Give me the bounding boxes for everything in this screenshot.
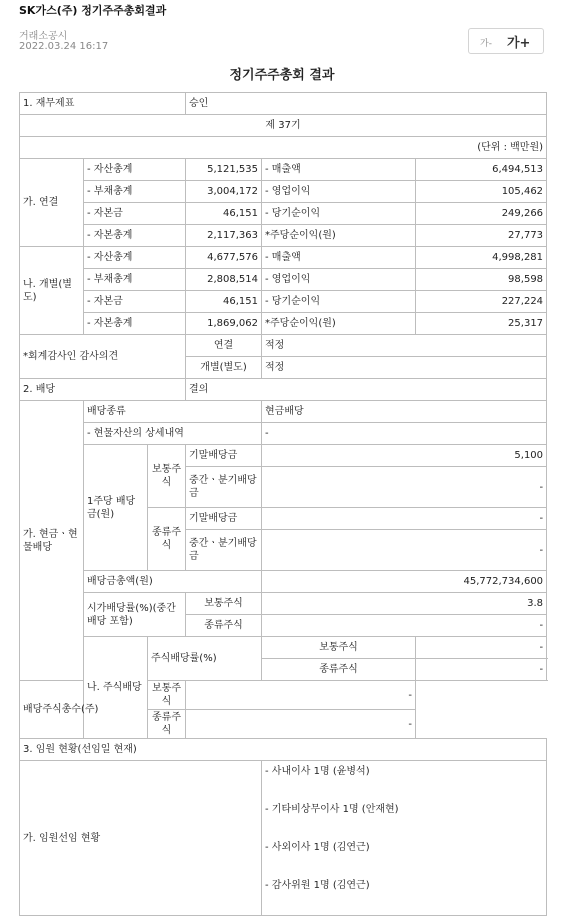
report-title: SK가스(주) 정기주주총회결과 bbox=[19, 4, 167, 17]
cell-label: 주식배당률(%) bbox=[148, 637, 262, 681]
table-row bbox=[20, 593, 547, 615]
cell-value: 5,121,535 bbox=[186, 159, 262, 181]
list-item: - 기타비상무이사 1명 (안재현) bbox=[265, 804, 399, 815]
cell-label: - 부채총계 bbox=[84, 269, 186, 291]
table-row bbox=[20, 739, 547, 761]
table-row bbox=[20, 401, 547, 423]
cell-label: 중간ㆍ분기배당금 bbox=[186, 467, 262, 508]
font-size-control bbox=[468, 28, 544, 54]
cell-label: - 영업이익 bbox=[262, 181, 416, 203]
cell-value: 46,151 bbox=[186, 291, 262, 313]
cell-value: 3.8 bbox=[262, 593, 547, 615]
cell-label: 배당종류 bbox=[84, 401, 262, 423]
cell-label: - 자본금 bbox=[84, 291, 186, 313]
cell-label: 보통주식 bbox=[148, 445, 186, 508]
cell-value: 1,869,062 bbox=[186, 313, 262, 335]
table-row bbox=[20, 181, 547, 203]
cell-value: 227,224 bbox=[416, 291, 547, 313]
cell-label: 종류주식 bbox=[148, 508, 186, 571]
cell-label: - 당기순이익 bbox=[262, 203, 416, 225]
list-item: - 사내이사 1명 (윤병석) bbox=[265, 766, 370, 777]
financial-approval: 승인 bbox=[186, 93, 547, 115]
cell-value: 27,773 bbox=[416, 225, 547, 247]
cell-label: - 자산총계 bbox=[84, 247, 186, 269]
table-row bbox=[20, 93, 547, 115]
officer-appointment-label: 가. 임원선임 현황 bbox=[20, 761, 262, 916]
cell-value: 적정 bbox=[262, 335, 547, 357]
table-row bbox=[20, 269, 547, 291]
cell-value: 4,998,281 bbox=[416, 247, 547, 269]
table-row bbox=[20, 335, 547, 357]
cell-value: 105,462 bbox=[416, 181, 547, 203]
cell-value: 적정 bbox=[262, 357, 547, 379]
cell-label: - 영업이익 bbox=[262, 269, 416, 291]
cell-label: 1주당 배당금(원) bbox=[84, 445, 148, 571]
cell-label: 개별(별도) bbox=[186, 357, 262, 379]
cell-label: 보통주식 bbox=[148, 681, 186, 710]
cell-value: - bbox=[262, 423, 547, 445]
stock-dividend-label: 나. 주식배당 bbox=[84, 637, 148, 739]
source-label: 거래소공시 bbox=[19, 31, 68, 42]
cell-label: - 매출액 bbox=[262, 247, 416, 269]
font-decrease-button[interactable]: 가- bbox=[480, 39, 492, 49]
cell-value: 5,100 bbox=[262, 445, 547, 467]
cell-value: - bbox=[186, 710, 416, 739]
table-row bbox=[20, 225, 547, 247]
table-row bbox=[20, 247, 547, 269]
table-row bbox=[20, 159, 547, 181]
cell-label: 종류주식 bbox=[148, 710, 186, 739]
cell-value: 2,117,363 bbox=[186, 225, 262, 247]
list-item: - 사외이사 1명 (김연근) bbox=[265, 842, 370, 853]
cell-value: 249,266 bbox=[416, 203, 547, 225]
table-row bbox=[20, 291, 547, 313]
cash-dividend-label: 가. 현금ㆍ현물배당 bbox=[20, 401, 84, 681]
cell-label: 보통주식 bbox=[262, 637, 416, 659]
table-row bbox=[20, 423, 547, 445]
section-officers-label: 3. 임원 현황(선임일 현재) bbox=[20, 739, 547, 761]
officer-list bbox=[262, 761, 547, 916]
cell-value: 결의 bbox=[186, 379, 547, 401]
timestamp: 2022.03.24 16:17 bbox=[19, 41, 109, 52]
cell-value: - bbox=[262, 467, 547, 508]
list-item: - 감사위원 1명 (김연근) bbox=[265, 880, 370, 891]
audit-opinion-label: *회계감사인 감사의견 bbox=[20, 335, 186, 379]
table-row bbox=[20, 761, 547, 916]
cell-value: - bbox=[416, 637, 547, 659]
cell-label: - 자산총계 bbox=[84, 159, 186, 181]
cell-value: 현금배당 bbox=[262, 401, 547, 423]
cell-label: - 자본총계 bbox=[84, 313, 186, 335]
table-row bbox=[20, 445, 547, 467]
cell-label: - 당기순이익 bbox=[262, 291, 416, 313]
cell-value: 45,772,734,600 bbox=[262, 571, 547, 593]
cell-label: - 자본총계 bbox=[84, 225, 186, 247]
cell-label: - 현물자산의 상세내역 bbox=[84, 423, 262, 445]
cell-label: 기말배당금 bbox=[186, 508, 262, 530]
cell-label: 배당금총액(원) bbox=[84, 571, 262, 593]
cell-label: *주당순이익(원) bbox=[262, 225, 416, 247]
cell-label: 종류주식 bbox=[186, 615, 262, 637]
unit-label: (단위 : 백만원) bbox=[20, 137, 547, 159]
cell-label: 연결 bbox=[186, 335, 262, 357]
cell-label: 보통주식 bbox=[186, 593, 262, 615]
font-increase-button[interactable]: 가+ bbox=[507, 36, 531, 51]
cell-value: - bbox=[262, 615, 547, 637]
cell-value: 2,808,514 bbox=[186, 269, 262, 291]
table-row bbox=[20, 313, 547, 335]
table-row bbox=[20, 203, 547, 225]
consolidated-label: 가. 연결 bbox=[20, 159, 84, 247]
cell-label: - 부채총계 bbox=[84, 181, 186, 203]
cell-label: - 매출액 bbox=[262, 159, 416, 181]
cell-value: 46,151 bbox=[186, 203, 262, 225]
table-row bbox=[20, 571, 547, 593]
cell-value: 25,317 bbox=[416, 313, 547, 335]
page-header bbox=[0, 0, 540, 60]
disclosure-table bbox=[19, 92, 547, 916]
cell-value: 98,598 bbox=[416, 269, 547, 291]
section-dividend-label: 2. 배당 bbox=[20, 379, 186, 401]
document-title: 정기주주총회 결과 bbox=[229, 68, 335, 83]
table-row bbox=[20, 137, 547, 159]
cell-label: 종류주식 bbox=[262, 659, 416, 681]
cell-value: - bbox=[186, 681, 416, 710]
fiscal-term: 제 37기 bbox=[20, 115, 547, 137]
cell-label: 기말배당금 bbox=[186, 445, 262, 467]
cell-value: 6,494,513 bbox=[416, 159, 547, 181]
cell-value: 4,677,576 bbox=[186, 247, 262, 269]
cell-label: 배당주식총수(주) bbox=[20, 681, 148, 739]
table-row bbox=[20, 637, 547, 659]
cell-value: - bbox=[416, 659, 547, 681]
cell-value: 3,004,172 bbox=[186, 181, 262, 203]
table-row bbox=[20, 379, 547, 401]
cell-label: 중간ㆍ분기배당금 bbox=[186, 530, 262, 571]
separate-label: 나. 개별(별도) bbox=[20, 247, 84, 335]
cell-label: *주당순이익(원) bbox=[262, 313, 416, 335]
cell-value: - bbox=[262, 508, 547, 530]
table-row bbox=[20, 115, 547, 137]
cell-label: - 자본금 bbox=[84, 203, 186, 225]
section-financial-label: 1. 재무제표 bbox=[20, 93, 186, 115]
cell-value: - bbox=[262, 530, 547, 571]
cell-label: 시가배당률(%)(중간배당 포함) bbox=[84, 593, 186, 637]
